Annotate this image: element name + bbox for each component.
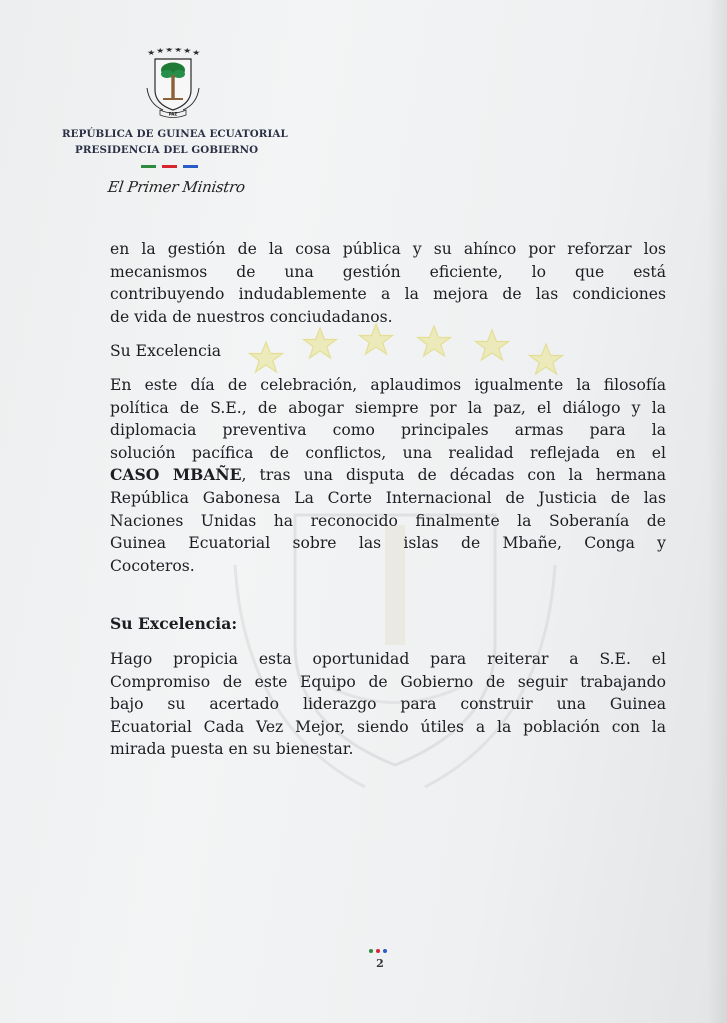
p1-line-2: mecanismos de una gestión eficiente, lo que está xyxy=(110,262,666,281)
footer-color-dots xyxy=(369,949,393,955)
p2-line-8: Guinea Ecuatorial sobre las islas de Mbañe, Conga y xyxy=(110,534,666,553)
p2-line-5-rest: , tras una disputa de décadas con la hermana xyxy=(241,466,667,485)
p2-line-2: política de S.E., de abogar siempre por la paz, el diálogo y la xyxy=(110,398,666,417)
page-number: 2 xyxy=(376,957,384,970)
p2-line-3: diplomacia preventiva como principales armas para la xyxy=(110,421,666,440)
salutation-1-text: Su Excelencia xyxy=(110,342,222,360)
p2-line-4: solución pacífica de conflictos, una realidad reflejada en el xyxy=(110,443,666,462)
p1-line-1: en la gestión de la cosa pública y su ahínco por reforzar los xyxy=(110,240,666,258)
p3-line-1: Hago propicia esta oportunidad para reiterar a S.E. el xyxy=(110,650,666,668)
paragraph-2 xyxy=(110,374,666,577)
prime-minister-signature: El Primer Ministro xyxy=(106,178,247,196)
salutation-1 xyxy=(110,340,666,363)
p3-line-4: Ecuatorial Cada Vez Mejor, siendo útiles a la población con la xyxy=(110,717,666,736)
salutation-2-text: Su Excelencia: xyxy=(110,614,238,633)
seal-motto: PAZ xyxy=(168,111,178,117)
p2-line-7: Naciones Unidas ha reconocido finalmente la Soberanía de xyxy=(110,511,666,530)
p2-line-9: Cocoteros. xyxy=(110,556,195,575)
p2-line-6: República Gabonesa La Corte Internacional de Justicia de las xyxy=(110,488,666,507)
p3-line-2: Compromiso de este Equipo de Gobierno de seguir trabajando xyxy=(110,672,666,691)
p1-line-4: de vida de nuestros conciudadanos. xyxy=(110,307,393,326)
p3-line-5: mirada puesta en su bienestar. xyxy=(110,740,354,759)
country-name: REPÚBLICA DE GUINEA ECUATORIAL xyxy=(62,128,288,140)
coat-of-arms-icon xyxy=(143,48,203,120)
p1-line-3: contribuyendo indudablemente a la mejora de las condiciones xyxy=(110,285,666,304)
caso-mbane-bold: CASO MBAÑE xyxy=(110,465,242,485)
paragraph-3 xyxy=(110,648,666,761)
flag-color-bars xyxy=(141,165,201,169)
salutation-2 xyxy=(110,613,666,636)
office-name: PRESIDENCIA DEL GOBIERNO xyxy=(75,144,259,156)
p3-line-3: bajo su acertado liderazgo para construir una Guinea xyxy=(110,695,666,714)
paragraph-1 xyxy=(110,238,666,328)
page-edge-shadow xyxy=(707,0,727,1023)
p2-line-1: En este día de celebración, aplaudimos igualmente la filosofía xyxy=(110,376,666,394)
p2-line-5 xyxy=(110,464,666,487)
